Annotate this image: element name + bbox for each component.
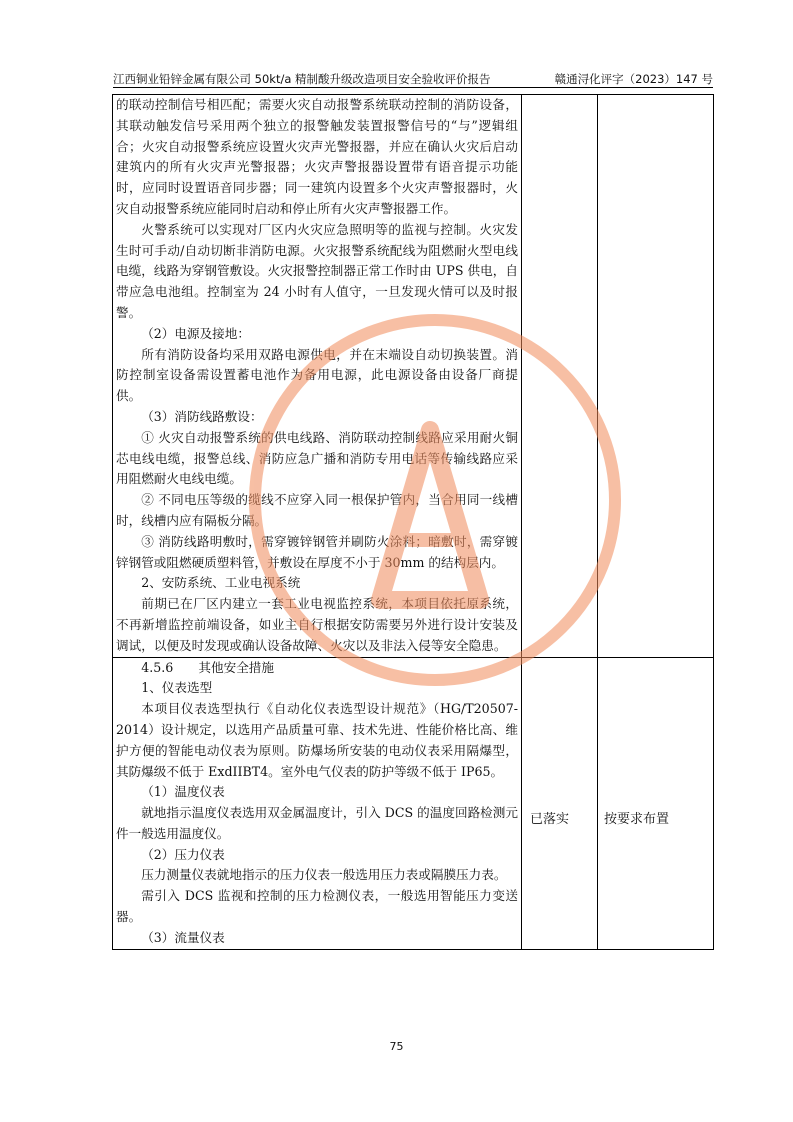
paragraph: （1）温度仪表: [141, 784, 225, 800]
status-cell: [522, 95, 598, 658]
paragraph: 的联动控制信号相匹配；需要火灾自动报警系统联动控制的消防设备，其联动触发信号采用两个独立的报警触发装置报警信号的“与”逻辑组合；火灾自动报警系统应设置火灾声光警报器，并应在确认火灾后启动建筑内的所有火灾声光警报器；火灾声警报器设置带有语音提示功能时，应同时设置语音同步器；同一建筑内设置多个火灾声警报器时，火灾自动报警系统应能同时启动和停止所有火灾声警报器工作。: [116, 97, 518, 216]
paragraph: 前期已在厂区内建立一套工业电视监控系统，本项目依托原系统，不再新增监控前端设备，如业主自行根据安防需要另外进行设计安装及调试，以便及时发现或确认设备故障、火灾以及非法入侵等安全隐患。: [116, 596, 518, 653]
page-header: [113, 69, 713, 88]
table-row: [113, 95, 714, 658]
paragraph: （2）电源及接地：: [141, 325, 250, 341]
paragraph: 火警系统可以实现对厂区内火灾应急照明等的监视与控制。火灾发生时可手动/自动切断非消防电源。火灾报警系统配线为阻燃耐火型电线电缆，线路为穿钢管敷设。火灾报警控制器正常工作时由 UPS 供电，自带应急电池组。控制室为 24 小时有人值守，一旦发现火情可以及时报警。: [116, 221, 518, 320]
row1-content: [113, 95, 521, 657]
requirement-text: 按要求布置: [604, 811, 670, 827]
report-title: 江西铜业铅锌金属有限公司 50kt/a 精制酸升级改造项目安全验收评价报告: [113, 72, 491, 86]
paragraph: 本项目仪表选型执行《自动化仪表选型设计规范》（HG/T20507-2014）设计规定，以选用产品质量可靠、技术先进、性能价格比高、维护方便的智能电动仪表为原则。防爆场所安装的电动仪表采用隔爆型，其防爆级不低于 ExdIIBT4。室外电气仪表的防护等级不低于 IP65。: [116, 701, 518, 779]
paragraph: 就地指示温度仪表选用双金属温度计，引入 DCS 的温度回路检测元件一般选用温度仪。: [116, 805, 518, 841]
table-row: [113, 657, 714, 949]
paragraph: ② 不同电压等级的缆线不应穿入同一根保护管内，当合用同一线槽时，线槽内应有隔板分隔。: [116, 492, 518, 528]
paragraph: 压力测量仪表就地指示的压力仪表一般选用压力表或隔膜压力表。: [141, 867, 507, 883]
paragraph: 需引入 DCS 监视和控制的压力检测仪表，一般选用智能压力变送器。: [116, 888, 518, 925]
status-cell: [522, 657, 598, 949]
paragraph: 1、仪表选型: [141, 680, 213, 696]
requirement-text: [598, 95, 713, 247]
status-text: 已落实: [530, 811, 570, 827]
content-cell: [113, 657, 522, 949]
page-number: 75: [389, 1040, 404, 1053]
paragraph: （2）压力仪表: [141, 846, 225, 862]
paragraph: ③ 消防线路明敷时，需穿镀锌钢管并刷防火涂料；暗敷时，需穿镀锌钢管或阻燃硬质塑料管，并敷设在厚度不小于 30mm 的结构层内。: [116, 533, 518, 570]
document-number: 赣通浔化评字（2023）147 号: [554, 72, 713, 86]
requirement-cell: [598, 95, 714, 658]
row2-content: [113, 658, 521, 949]
paragraph: 所有消防设备均采用双路电源供电，并在末端设自动切换装置。消防控制室设备需设置蓄电池作为备用电源，此电源设备由设备厂商提供。: [116, 346, 518, 404]
paragraph: （3）流量仪表: [141, 929, 225, 945]
paragraph: ① 火灾自动报警系统的供电线路、消防联动控制线路应采用耐火铜芯电线电缆，报警总线、消防应急广播和消防专用电话等传输线路应采用阻燃耐火电线电缆。: [116, 429, 518, 487]
paragraph: 2、安防系统、工业电视系统: [141, 575, 301, 591]
paragraph: （3）消防线路敷设：: [141, 408, 263, 424]
requirement-cell: [598, 657, 714, 949]
evaluation-table: [112, 94, 714, 950]
content-cell: [113, 95, 522, 658]
paragraph: 4.5.6 其他安全措施: [141, 659, 274, 675]
status-text: [522, 95, 597, 247]
